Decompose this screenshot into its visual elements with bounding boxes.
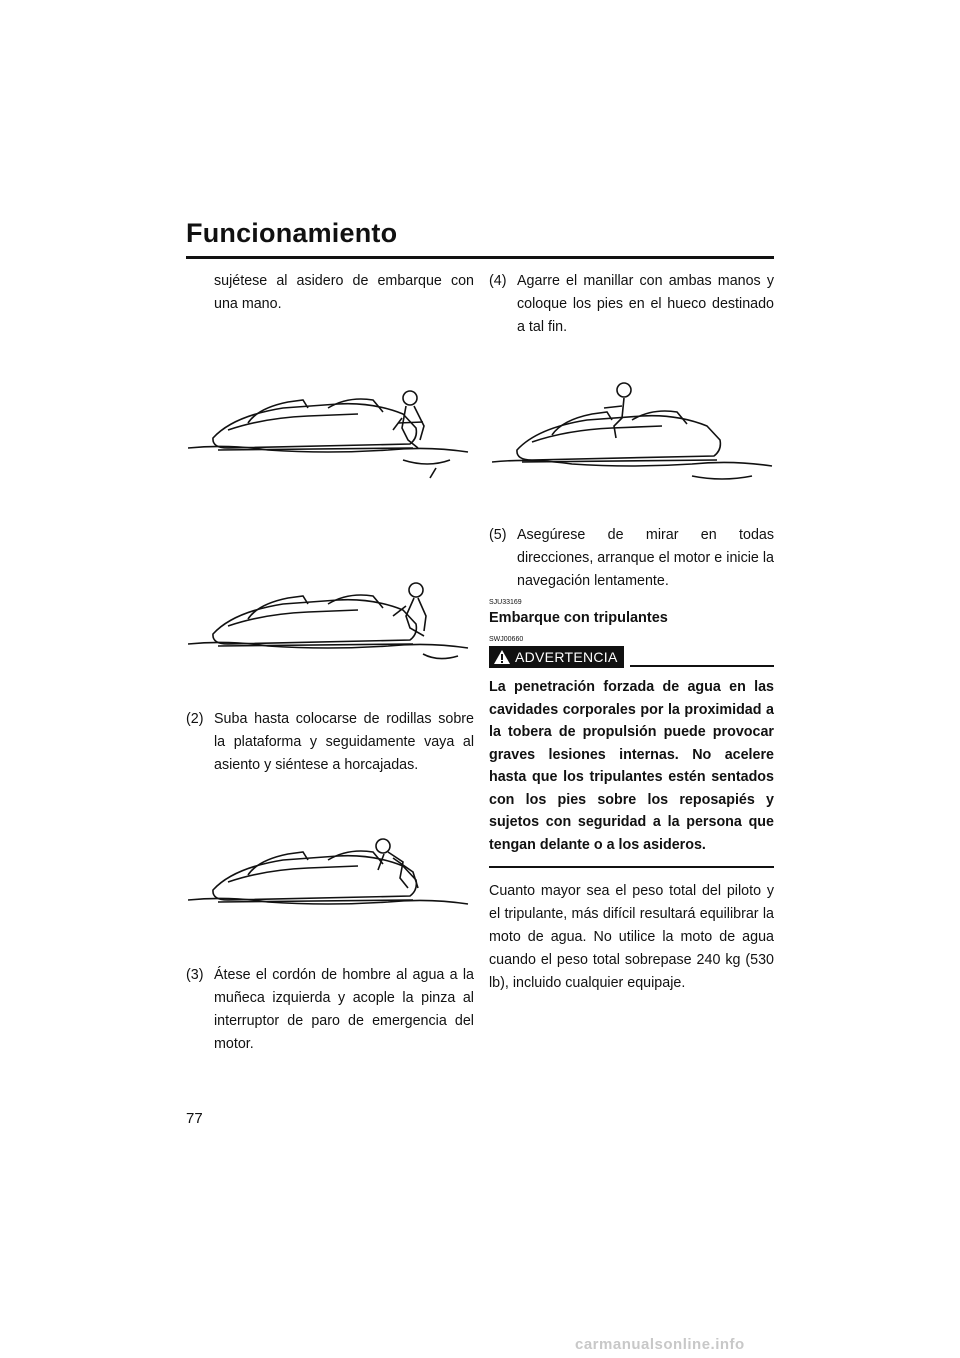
page-number: 77 xyxy=(186,1110,203,1127)
warning-text: La penetración forzada de agua en las cavidades corporales por la proximidad a la tobera de propulsión puede provocar graves lesiones internas. No acelere hasta que los tripulantes estén sentados con los pies sobre los reposapiés y sujetos con seguridad a la persona que tengan delante o a los asideros. xyxy=(489,679,774,853)
step-2 xyxy=(186,708,474,777)
warning-rule xyxy=(630,665,774,667)
right-lower xyxy=(489,524,774,995)
step-2-number: (2) xyxy=(186,711,204,727)
jetski-seated-illustration xyxy=(492,378,774,490)
footer-url: carmanualsonline.info xyxy=(575,1336,745,1353)
section-heading: Embarque con tripulantes xyxy=(489,610,668,626)
step-5 xyxy=(489,524,774,593)
jetski-boarding-illustration xyxy=(188,378,478,488)
step-4 xyxy=(489,270,774,339)
step-5-number: (5) xyxy=(489,527,507,543)
warning-header xyxy=(489,646,774,668)
step-3 xyxy=(186,964,474,1056)
step-4-text: Agarre el manillar con ambas manos y coloque los pies en el hueco destinado a tal fin. xyxy=(517,273,774,335)
step-3-text: Átese el cordón de hombre al agua a la muñeca izquierda y acople la pinza al interruptor de paro de emergencia del motor. xyxy=(214,967,474,1052)
body-text: Cuanto mayor sea el peso total del piloto y el tripulante, más difícil resultará equilibrar la moto de agua. No utilice la moto de agua cuando el peso total sobrepase 240 kg (530 lb), incluido cualquier equipaje. xyxy=(489,883,774,991)
jetski-climbing-illustration xyxy=(188,576,478,676)
warning-code: SWJ00660 xyxy=(489,636,524,643)
step-5-text: Asegúrese de mirar en todas direcciones, arranque el motor e inicie la navegación lentamente. xyxy=(517,527,774,589)
jetski-kneeling-illustration xyxy=(188,832,478,932)
warning-end-rule xyxy=(489,866,774,868)
page-title: Funcionamiento xyxy=(186,218,398,248)
step-3-number: (3) xyxy=(186,967,204,983)
title-rule xyxy=(186,256,774,259)
intro-text: sujétese al asidero de embarque con una mano. xyxy=(214,273,474,312)
section-code: SJU33169 xyxy=(489,599,522,606)
warning-triangle-icon xyxy=(493,649,511,665)
step-2-text: Suba hasta colocarse de rodillas sobre la plataforma y seguidamente vaya al asiento y siéntese a horcajadas. xyxy=(214,711,474,773)
step-4-number: (4) xyxy=(489,273,507,289)
warning-label: ADVERTENCIA xyxy=(515,648,618,665)
warning-badge xyxy=(489,646,624,668)
